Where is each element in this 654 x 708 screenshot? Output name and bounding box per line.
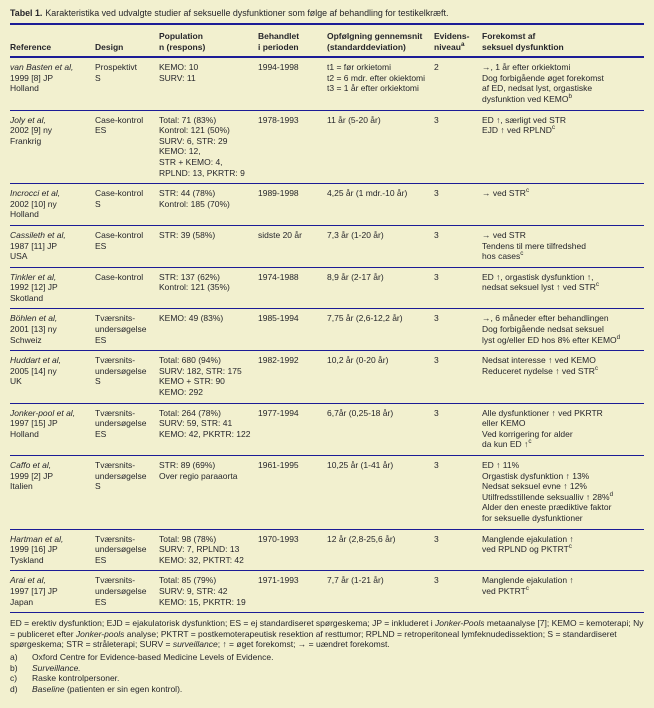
abbreviation-legend: ED = erektiv dysfunktion; EJD = ejakulatorisk dysfunktion; ES = ej standardiseret spørgeskema; JP = inkluderet i Jonker-Pools metaanalyse [7]; KEMO = kemoterapi; Ny = publiceret efter Jonker-pools analyse; PKTRT = postkemoterapeutisk resektion af resttumor; RPLND = retroperitoneal lymfeknudedissektion; S = standardiseret spørgeskema; STR = stråleterapi; SURV = surveillance; ↑ = øget forekomst; → = uændret forekomst. <box>10 618 644 650</box>
cell-reference: Tinkler et al, 1992 [12] JP Skotland <box>10 271 58 303</box>
cell-population: STR: 44 (78%) Kontrol: 185 (70%) <box>159 188 230 209</box>
cell-reference: Arai et al, 1997 [17] JP Japan <box>10 575 58 607</box>
cell-design: Tværsnits- undersøgelse ES <box>95 407 147 439</box>
cell-evidence: 3 <box>434 114 439 125</box>
table-title-text: Karakteristika ved udvalgte studier af seksuelle dysfunktioner som følge af behandling for testikelkræft. <box>45 8 449 18</box>
cell-design: Tværsnits- undersøgelse ES <box>95 313 147 345</box>
cell-design: Tværsnits- undersøgelse ES <box>95 575 147 607</box>
cell-treated: 1977-1994 <box>258 407 299 418</box>
table-row <box>10 456 644 530</box>
cell-design: Tværsnits- undersøgelse S <box>95 355 147 387</box>
footnote-marker: d) <box>10 683 18 694</box>
table-number-label: Tabel 1. <box>10 8 43 18</box>
footnote-item <box>10 652 644 663</box>
cell-outcome: Nedsat interesse ↑ ved KEMO Reduceret nydelse ↑ ved STR$^c$ <box>482 355 599 376</box>
table-row <box>10 351 644 403</box>
cell-evidence: 3 <box>434 533 439 544</box>
table-row <box>10 403 644 455</box>
cell-reference: Hartman et al, 1999 [16] JP Tyskland <box>10 533 64 565</box>
cell-treated: 1961-1995 <box>258 460 299 470</box>
cell-design: Prospektivt S <box>95 62 138 83</box>
cell-reference: Böhlen et al, 2001 [13] ny Schweiz <box>10 313 58 345</box>
footnote-text: Oxford Centre for Evidence-based Medicine Levels of Evidence. <box>32 651 274 662</box>
cell-evidence: 3 <box>434 355 439 366</box>
cell-followup: 7,7 år (1-21 år) <box>327 575 384 586</box>
table-title <box>10 8 644 19</box>
cell-evidence: 3 <box>434 229 439 240</box>
footnote-marker: a) <box>10 651 18 662</box>
table-row <box>10 110 644 184</box>
cell-followup: 6,7år (0,25-18 år) <box>327 407 394 418</box>
table-row <box>10 57 644 110</box>
cell-treated: sidste 20 år <box>258 229 302 240</box>
studies-table <box>10 25 644 613</box>
cell-population: STR: 39 (58%) <box>159 229 216 240</box>
cell-followup: 4,25 år (1 mdr.-10 år) <box>327 188 408 199</box>
cell-followup: t1 = før orkietomi t2 = 6 mdr. efter okiektomi t3 = 1 år efter orkiektomi <box>327 62 426 94</box>
cell-treated: 1985-1994 <box>258 313 299 324</box>
cell-treated: 1978-1993 <box>258 114 299 125</box>
cell-population: Total: 680 (94%) SURV: 182, STR: 175 KEMO + STR: 90 KEMO: 292 <box>159 355 242 398</box>
cell-followup: 7,75 år (2,6-12,2 år) <box>327 313 403 324</box>
cell-followup: 12 år (2,8-25,6 år) <box>327 533 396 544</box>
cell-reference: Huddart et al, 2005 [14] ny UK <box>10 355 62 387</box>
table-body <box>10 57 644 612</box>
column-header: Forekomst af seksuel dysfunktion <box>482 25 644 57</box>
cell-reference: Jonker-pool et al, 1997 [15] JP Holland <box>10 407 76 439</box>
table-row <box>10 225 644 267</box>
cell-followup: 10,25 år (1-41 år) <box>327 460 394 470</box>
cell-treated: 1982-1992 <box>258 355 299 366</box>
cell-followup: 11 år (5-20 år) <box>327 114 381 125</box>
column-header: Reference <box>10 25 95 57</box>
cell-treated: 1994-1998 <box>258 62 299 73</box>
table-header-row <box>10 25 644 57</box>
cell-population: Total: 71 (83%) Kontrol: 121 (50%) SURV: 6, STR: 29 KEMO: 12, STR + KEMO: 4, RPLND: 13, PKRTR: 9 <box>159 114 245 178</box>
cell-outcome: ED ↑, orgastisk dysfunktion ↑, nedsat seksuel lyst ↑ ved STR$^c$ <box>482 271 600 293</box>
cell-reference: Incrocci et al, 2002 [10] ny Holland <box>10 188 61 220</box>
footnote-item <box>10 673 644 684</box>
cell-design: Tværsnits- undersøgelse S <box>95 460 147 492</box>
cell-population: KEMO: 49 (83%) <box>159 313 224 324</box>
cell-evidence: 3 <box>434 575 439 586</box>
cell-evidence: 3 <box>434 460 439 470</box>
table-row <box>10 309 644 351</box>
cell-treated: 1974-1988 <box>258 271 299 282</box>
cell-design: Case-kontrol ES <box>95 229 144 251</box>
table-row <box>10 529 644 571</box>
cell-design: Case-kontrol ES <box>95 114 144 136</box>
footnote-text: Baseline (patienten er sin egen kontrol). <box>32 683 183 694</box>
cell-outcome: →, 1 år efter orkiektomi Dog forbigående øget forekomst af ED, nedsat lyst, orgastiske dysfunktion ved KEMO$^b$ <box>482 62 604 104</box>
column-header: Behandlet i perioden <box>258 25 327 57</box>
table-row <box>10 571 644 613</box>
cell-population: STR: 89 (69%) Over regio paraaorta <box>159 460 238 481</box>
cell-reference: Cassileth et al, 1987 [11] JP USA <box>10 229 66 262</box>
table-footnotes <box>10 618 644 694</box>
cell-outcome: ED ↑ 11% Orgastisk dysfunktion ↑ 13% Nedsat seksuel evne ↑ 12% Utilfredsstillende seksualliv ↑ 28%$^d$ Alder den eneste prædiktive faktor for seksuelle dysfunktioner <box>482 460 614 523</box>
footnote-item <box>10 684 644 695</box>
cell-population: Total: 264 (78%) SURV: 59, STR: 41 KEMO: 42, PKRTR: 122 <box>159 407 251 439</box>
cell-evidence: 3 <box>434 313 439 324</box>
cell-outcome: → ved STR Tendens til mere tilfredshed hos cases$^c$ <box>482 229 586 262</box>
cell-population: Total: 98 (78%) SURV: 7, RPLND: 13 KEMO: 32, PKTRT: 42 <box>159 533 244 565</box>
table-row <box>10 267 644 309</box>
footnote-marker: c) <box>10 673 18 684</box>
cell-followup: 8,9 år (2-17 år) <box>327 271 384 282</box>
cell-evidence: 2 <box>434 62 439 73</box>
footnote-text: Raske kontrolpersoner. <box>32 673 120 684</box>
cell-treated: 1971-1993 <box>258 575 299 586</box>
column-header: Evidens- niveau$^a$ <box>434 25 482 57</box>
cell-outcome: →, 6 måneder efter behandlingen Dog forbigående nedsat seksuel lyst og/eller ED hos 8% efter KEMO$^d$ <box>482 313 621 345</box>
cell-outcome: ED ↑, særligt ved STR EJD ↑ ved RPLND$^c$ <box>482 114 567 136</box>
cell-reference: Caffo et al, 1999 [2] JP Italien <box>10 460 54 492</box>
footnote-text: Surveillance. <box>32 662 81 673</box>
cell-design: Tværsnits- undersøgelse ES <box>95 533 147 565</box>
cell-outcome: Manglende ejakulation ↑ ved PKTRT$^c$ <box>482 575 574 596</box>
cell-outcome: → ved STR$^c$ <box>482 187 530 199</box>
cell-followup: 10,2 år (0-20 år) <box>327 355 389 366</box>
column-header: Population n (respons) <box>159 25 258 57</box>
column-header: Design <box>95 25 159 57</box>
cell-treated: 1989-1998 <box>258 188 299 199</box>
footnote-list <box>10 652 644 694</box>
cell-evidence: 3 <box>434 188 439 199</box>
footnote-item <box>10 663 644 674</box>
table-header <box>10 25 644 57</box>
cell-reference: Joly et al, 2002 [9] ny Frankrig <box>10 114 53 146</box>
cell-followup: 7,3 år (1-20 år) <box>327 229 384 240</box>
cell-population: Total: 85 (79%) SURV: 9, STR: 42 KEMO: 15, PKRTR: 19 <box>159 575 246 607</box>
cell-evidence: 3 <box>434 271 439 282</box>
cell-outcome: Alle dysfunktioner ↑ ved PKRTR eller KEMO Ved korrigering for alder da kun ED ↑$^c$ <box>482 407 603 450</box>
table-row <box>10 184 644 226</box>
cell-outcome: Manglende ejakulation ↑ ved RPLND og PKTRT$^c$ <box>482 533 574 555</box>
cell-treated: 1970-1993 <box>258 533 299 544</box>
cell-reference: van Basten et al, 1999 [8] JP Holland <box>10 62 74 94</box>
cell-design: Case-kontrol <box>95 271 144 282</box>
column-header: Opfølgning gennemsnit (standarddeviation) <box>327 25 434 57</box>
cell-population: STR: 137 (62%) Kontrol: 121 (35%) <box>159 271 230 293</box>
cell-design: Case-kontrol S <box>95 188 144 209</box>
footnote-marker: b) <box>10 662 18 673</box>
cell-evidence: 3 <box>434 407 439 418</box>
cell-population: KEMO: 10 SURV: 11 <box>159 62 199 83</box>
